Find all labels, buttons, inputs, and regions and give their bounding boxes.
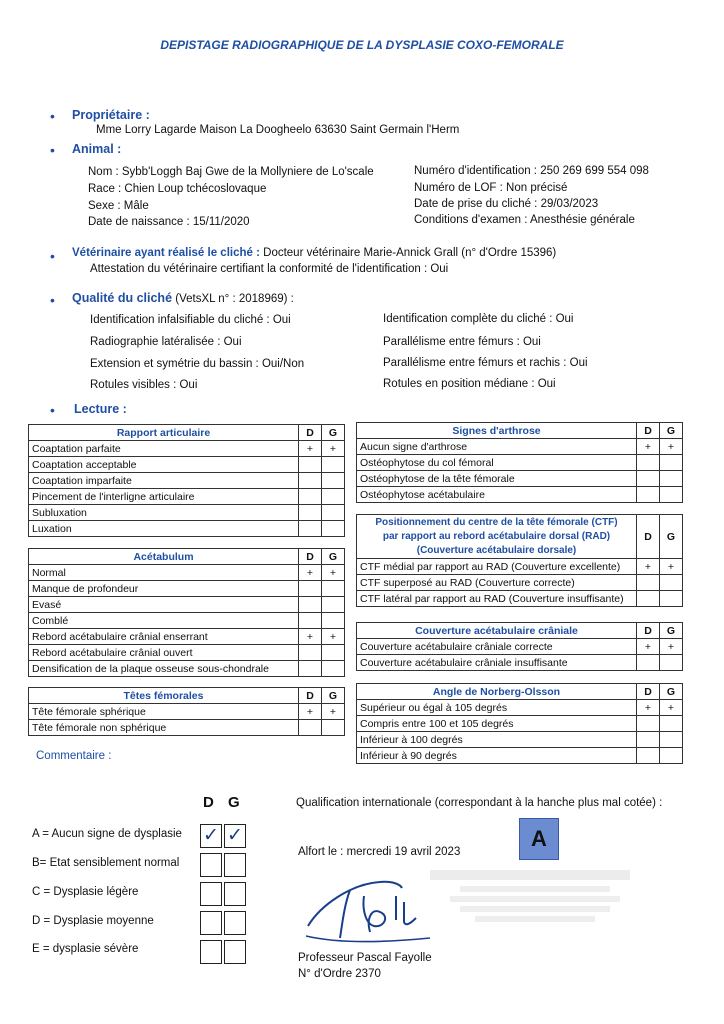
cell-d [637,591,660,607]
cell-d [637,471,660,487]
cell-d [637,487,660,503]
cell-d [299,473,322,489]
quality-l4: Rotules visibles : Oui [90,379,198,391]
table-title: Signes d'arthrose [357,423,637,439]
bullet: • [50,402,55,418]
table-title: Acétabulum [29,549,299,565]
comment-label: Commentaire : [36,750,112,762]
quality-r4: Rotules en position médiane : Oui [383,378,556,390]
table-row [357,716,683,732]
cell-g [322,489,345,505]
animal-birth: Date de naissance : 15/11/2020 [88,216,250,228]
row-label: Ostéophytose du col fémoral [357,455,637,471]
cell-g: + [322,441,345,457]
cell-d: + [299,441,322,457]
cell-g [322,597,345,613]
table-row [357,575,683,591]
check-icon: ✓ [227,825,243,846]
row-label: Ostéophytose acétabulaire [357,487,637,503]
table-angle-norberg [356,683,683,764]
row-label: Subluxation [29,505,299,521]
cell-d [299,457,322,473]
cell-d [299,489,322,505]
stamp-ghost [420,866,650,940]
col-d: D [637,423,660,439]
cell-g: + [322,704,345,720]
quality-l3: Extension et symétrie du bassin : Oui/Non [90,358,305,370]
quality-heading: Qualité du cliché [72,291,173,305]
cell-g [322,457,345,473]
table-row [29,505,345,521]
table-row [29,613,345,629]
stamp-ghost-lines [420,866,650,936]
table-rapport-articulaire [28,424,345,537]
row-label: Ostéophytose de la tête fémorale [357,471,637,487]
table-row [357,748,683,764]
cell-g [322,661,345,677]
cell-d: + [637,700,660,716]
table-row [357,471,683,487]
check-icon: ✓ [203,825,219,846]
row-label: Tête fémorale sphérique [29,704,299,720]
cell-d: + [637,439,660,455]
cell-g [660,748,683,764]
table-positionnement-ctf [356,514,683,607]
cell-g [322,521,345,537]
grade-c-g-checkbox[interactable] [224,882,246,906]
col-g: G [660,423,683,439]
cell-g [660,716,683,732]
row-label: Couverture acétabulaire crâniale correcte [357,639,637,655]
row-label: Aucun signe d'arthrose [357,439,637,455]
table-row [29,489,345,505]
qualification-label: Qualification internationale (correspondant à la hanche plus mal cotée) : [296,797,663,809]
table-row [357,487,683,503]
row-label: Comblé [29,613,299,629]
table-title: Rapport articulaire [29,425,299,441]
quality-r3: Parallélisme entre fémurs et rachis : Oui [383,357,588,369]
table-acetabulum [28,548,345,677]
table-row [29,597,345,613]
row-label: Inférieur à 90 degrés [357,748,637,764]
col-d: D [299,688,322,704]
cell-d: + [299,704,322,720]
table-row [29,457,345,473]
animal-name: Nom : Sybb'Loggh Baj Gwe de la Mollyniere de Lo'scale [88,166,374,178]
cell-g [322,581,345,597]
lecture-heading: Lecture : [74,402,127,416]
grade-e-d-checkbox[interactable] [200,940,222,964]
grade-result-stamp: A [519,818,559,860]
cell-d [299,521,322,537]
row-label: Luxation [29,521,299,537]
cell-d [299,720,322,736]
cell-d [299,505,322,521]
grade-a-g-checkbox[interactable] [224,824,246,848]
col-g: G [322,688,345,704]
grade-c-label: C = Dysplasie légère [32,886,139,898]
cell-g [660,655,683,671]
grade-b-d-checkbox[interactable] [200,853,222,877]
grade-b-g-checkbox[interactable] [224,853,246,877]
cell-d [637,748,660,764]
cell-d: + [299,565,322,581]
cell-g: + [660,700,683,716]
vet-line [72,247,556,259]
place-date: Alfort le : mercredi 19 avril 2023 [298,846,461,858]
grade-col-d: D [203,794,214,811]
cell-d: + [637,559,660,575]
table-row [29,645,345,661]
col-d: D [299,425,322,441]
table-row [29,473,345,489]
table-row [29,661,345,677]
row-label: Rebord acétabulaire crânial ouvert [29,645,299,661]
cell-g [322,720,345,736]
cell-d [637,716,660,732]
col-g: G [322,425,345,441]
table-row [357,591,683,607]
animal-date: Date de prise du cliché : 29/03/2023 [414,198,599,210]
col-d: D [637,623,660,639]
quality-r2: Parallélisme entre fémurs : Oui [383,336,541,348]
table-title: Angle de Norberg-Olsson [357,684,637,700]
cell-g [660,471,683,487]
row-label: Rebord acétabulaire crânial enserrant [29,629,299,645]
vet-text: Docteur vétérinaire Marie-Annick Grall (n° d'Ordre 15396) [259,247,557,259]
animal-heading: Animal : [72,142,122,156]
cell-d [637,575,660,591]
bullet: • [50,142,55,158]
grade-a-d-checkbox[interactable] [200,824,222,848]
table-signes-arthrose [356,422,683,503]
row-label: Coaptation acceptable [29,457,299,473]
row-label: CTF superposé au RAD (Couverture correcte) [357,575,637,591]
row-label: Coaptation parfaite [29,441,299,457]
vet-heading: Vétérinaire ayant réalisé le cliché : [72,247,260,259]
row-label: Couverture acétabulaire crâniale insuffisante [357,655,637,671]
table-title [357,515,637,559]
quality-l1: Identification infalsifiable du cliché : Oui [90,314,291,326]
quality-ref: (VetsXL n° : 2018969) : [175,293,294,305]
table-tetes-femorales [28,687,345,736]
signer-name: Professeur Pascal Fayolle [298,952,432,964]
animal-sex: Sexe : Mâle [88,200,149,212]
row-label: Manque de profondeur [29,581,299,597]
row-label: CTF latéral par rapport au RAD (Couverture insuffisante) [357,591,637,607]
quality-line [72,291,294,305]
bullet: • [50,248,55,264]
cell-d [299,613,322,629]
animal-lof: Numéro de LOF : Non précisé [414,182,568,194]
cell-g [322,613,345,629]
cell-d: + [637,639,660,655]
row-label: Evasé [29,597,299,613]
document-title: DEPISTAGE RADIOGRAPHIQUE DE LA DYSPLASIE COXO-FEMORALE [160,38,564,52]
grade-d-label: D = Dysplasie moyenne [32,915,154,927]
quality-l2: Radiographie latéralisée : Oui [90,336,242,348]
cell-g [660,591,683,607]
row-label: Normal [29,565,299,581]
row-label: Densification de la plaque osseuse sous-chondrale [29,661,299,677]
table-title: Couverture acétabulaire crâniale [357,623,637,639]
animal-conditions: Conditions d'examen : Anesthésie générale [414,214,635,226]
table-row [29,565,345,581]
row-label: Tête fémorale non sphérique [29,720,299,736]
cell-d: + [299,629,322,645]
quality-r1: Identification complète du cliché : Oui [383,313,574,325]
col-g: G [322,549,345,565]
table-row [29,441,345,457]
animal-id: Numéro d'identification : 250 269 699 554 098 [414,165,649,177]
cell-d [299,597,322,613]
table-row [357,439,683,455]
col-g: G [660,623,683,639]
grade-col-g: G [228,794,240,811]
table-row [29,629,345,645]
col-g: G [660,684,683,700]
table-row [357,639,683,655]
row-label: Inférieur à 100 degrés [357,732,637,748]
cell-d [637,655,660,671]
col-g: G [660,515,683,559]
col-d: D [637,515,660,559]
table-row [357,700,683,716]
cell-g [660,455,683,471]
table-row [29,720,345,736]
bullet: • [50,292,55,308]
signature [300,866,440,948]
table-row [29,704,345,720]
grade-d-d-checkbox[interactable] [200,911,222,935]
cell-d [637,455,660,471]
grade-a-label: A = Aucun signe de dysplasie [32,828,182,840]
animal-race: Race : Chien Loup tchécoslovaque [88,183,267,195]
table-title: Têtes fémorales [29,688,299,704]
cell-d [299,581,322,597]
col-d: D [299,549,322,565]
grade-e-g-checkbox[interactable] [224,940,246,964]
cell-g [322,505,345,521]
cell-g [322,473,345,489]
cell-d [637,732,660,748]
cell-g: + [322,565,345,581]
grade-d-g-checkbox[interactable] [224,911,246,935]
ctf-title-1: Positionnement du centre de la tête fémorale (CTF) [375,516,618,528]
cell-g [660,575,683,591]
owner-text: Mme Lorry Lagarde Maison La Doogheelo 63630 Saint Germain l'Herm [96,124,460,136]
cell-d [299,661,322,677]
cell-g: + [322,629,345,645]
cell-g: + [660,639,683,655]
grade-b-label: B= Etat sensiblement normal [32,857,180,869]
cell-g [660,487,683,503]
row-label: CTF médial par rapport au RAD (Couverture excellente) [357,559,637,575]
row-label: Pincement de l'interligne articulaire [29,489,299,505]
row-label: Compris entre 100 et 105 degrés [357,716,637,732]
cell-g: + [660,559,683,575]
signer-order: N° d'Ordre 2370 [298,968,381,980]
table-row [29,581,345,597]
row-label: Coaptation imparfaite [29,473,299,489]
owner-heading: Propriétaire : [72,108,150,122]
cell-g: + [660,439,683,455]
cell-g [322,645,345,661]
bullet: • [50,108,55,124]
table-row [357,732,683,748]
col-d: D [637,684,660,700]
table-row [357,655,683,671]
table-row [357,455,683,471]
table-row [357,559,683,575]
vet-attestation: Attestation du vétérinaire certifiant la conformité de l'identification : Oui [90,263,449,275]
table-couverture-craniale [356,622,683,671]
ctf-title-2: par rapport au rebord acétabulaire dorsal (RAD) [382,530,611,542]
grade-c-d-checkbox[interactable] [200,882,222,906]
cell-d [299,645,322,661]
row-label: Supérieur ou égal à 105 degrés [357,700,637,716]
cell-g [660,732,683,748]
grade-e-label: E = dysplasie sévère [32,943,139,955]
ctf-title-3: (Couverture acétabulaire dorsale) [416,544,577,556]
table-row [29,521,345,537]
